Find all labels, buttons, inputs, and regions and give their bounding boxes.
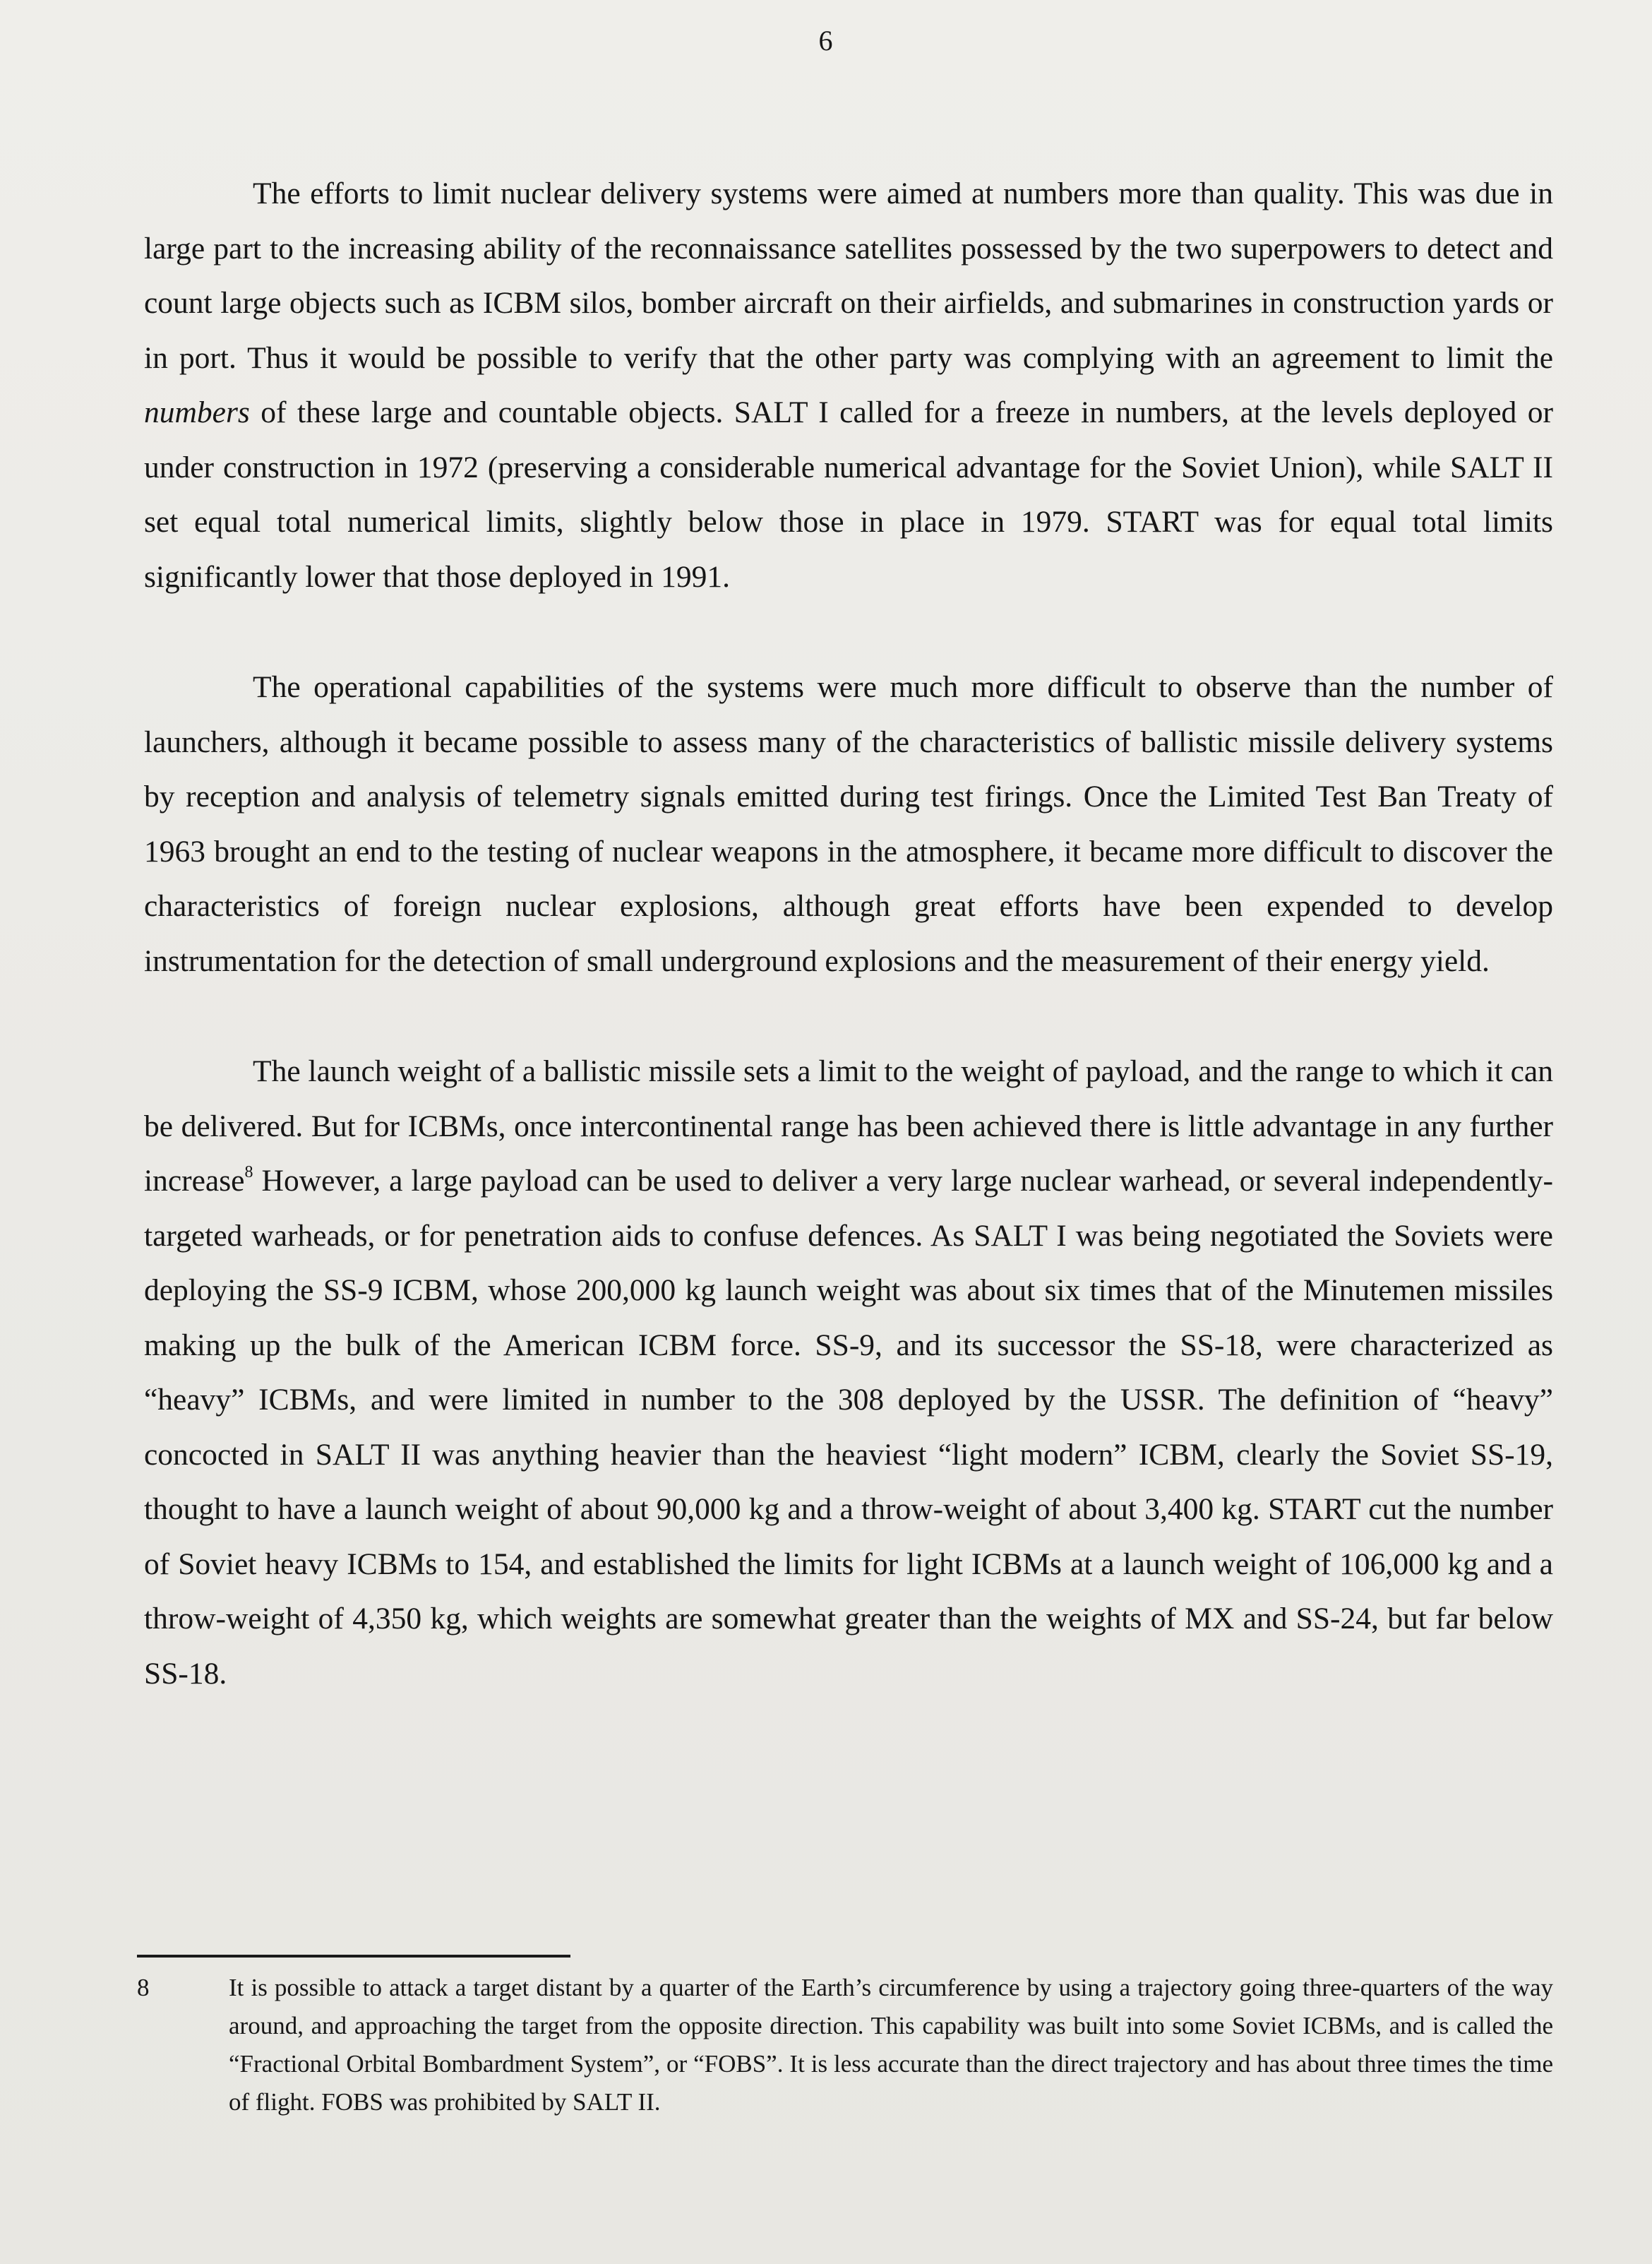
paragraph-1-text-start: The efforts to limit nuclear delivery systems were aimed at numbers more than quality. This was due in large part to the increasing ability of the reconnaissance satellites possessed by the two superpowers to detect and count large objects such as ICBM silos, bomber aircraft on their airfields, and submarines in construction yards or in port. Thus it would be possible to verify that the other party was complying with an agreement to limit the <box>144 177 1553 375</box>
footnote-number: 8 <box>137 1974 150 2001</box>
paragraph-verification-numbers <box>144 167 1553 604</box>
footnote-separator <box>137 1955 570 1958</box>
footnote-8 <box>137 1969 1553 2121</box>
paragraph-3-text-end: However, a large payload can be used to deliver a very large nuclear warhead, or several independently-targeted warheads, or for penetration aids to confuse defences. As SALT I was being negotiated the Soviets were deploying the SS-9 ICBM, whose 200,000 kg launch weight was about six times that of the Minutemen missiles making up the bulk of the American ICBM force. SS-9, and its successor the SS-18, were characterized as “heavy” ICBMs, and were limited in number to the 308 deployed by the USSR. The definition of “heavy” concocted in SALT II was anything heavier than the heaviest “light modern” ICBM, clearly the Soviet SS-19, thought to have a launch weight of about 90,000 kg and a throw-weight of about 3,400 kg. START cut the number of Soviet heavy ICBMs to 154, and established the limits for light ICBMs at a launch weight of 106,000 kg and a throw-weight of 4,350 kg, which weights are somewhat greater than the weights of MX and SS-24, but far below SS-18. <box>144 1164 1553 1691</box>
page-number: 6 <box>818 25 834 56</box>
paragraph-1-text-end: of these large and countable objects. SALT I called for a freeze in numbers, at the levels deployed or under construction in 1972 (preserving a considerable numerical advantage for the Soviet Union), while SALT II set equal total numerical limits, slightly below those in place in 1979. START was for equal total limits significantly lower that those deployed in 1991. <box>144 395 1553 594</box>
body-text <box>144 167 1553 1701</box>
paragraph-launch-weight <box>144 1044 1553 1701</box>
emphasis-numbers: numbers <box>144 395 250 429</box>
footnote-reference-8[interactable]: 8 <box>244 1162 253 1181</box>
paragraph-operational-capabilities: The operational capabilities of the systems were much more difficult to observe than the number of launchers, although it became possible to assess many of the characteristics of ballistic missile delivery systems by reception and analysis of telemetry signals emitted during test firings. Once the Limited Test Ban Treaty of 1963 brought an end to the testing of nuclear weapons in the atmosphere, it became more difficult to discover the characteristics of foreign nuclear explosions, although great efforts have been expended to develop instrumentation for the detection of small underground explosions and the measurement of their energy yield. <box>144 670 1553 978</box>
paragraph-3-text-start: The launch weight of a ballistic missile sets a limit to the weight of payload, and the range to which it can be delivered. But for ICBMs, once intercontinental range has been achieved there is little advantage in any further increase <box>144 1054 1553 1198</box>
footnote-text: It is possible to attack a target distant by a quarter of the Earth’s circumference by using a trajectory going three-quarters of the way around, and approaching the target from the opposite direction. This capability was built into some Soviet ICBMs, and is called the “Fractional Orbital Bombardment System”, or “FOBS”. It is less accurate than the direct trajectory and has about three times the time of flight. FOBS was prohibited by SALT II. <box>229 1974 1553 2116</box>
